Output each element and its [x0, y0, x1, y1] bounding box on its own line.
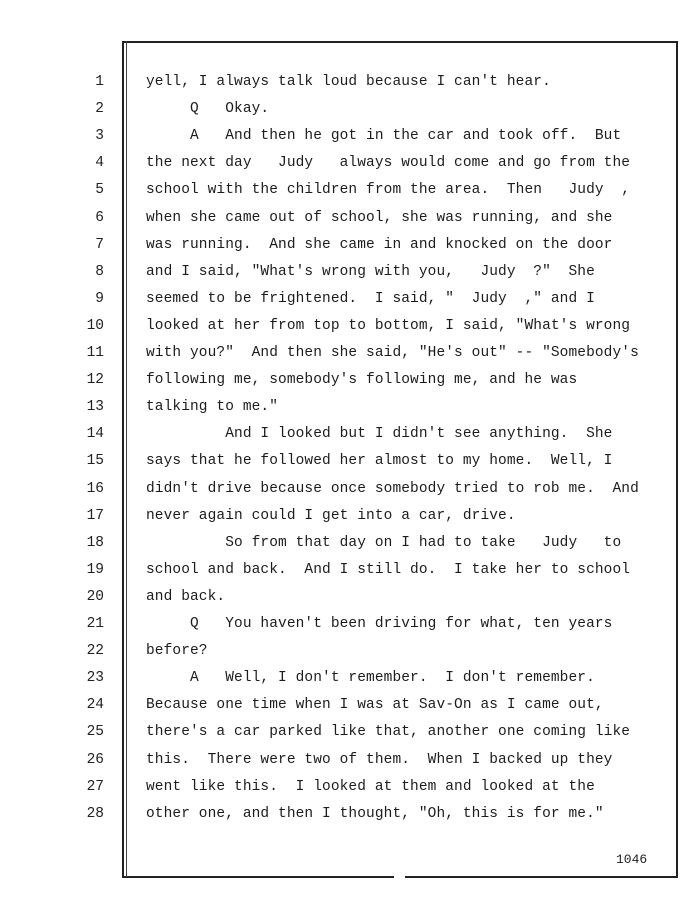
- transcript-line: A And then he got in the car and took off. But: [146, 128, 622, 144]
- transcript-line: and back.: [146, 589, 226, 605]
- line-number: 24: [86, 697, 104, 713]
- transcript-line: when she came out of school, she was running, and she: [146, 210, 613, 226]
- line-number: 12: [86, 372, 104, 388]
- page-frame-right-border: [676, 41, 678, 877]
- transcript-line: And I looked but I didn't see anything. She: [146, 426, 613, 442]
- line-number: 8: [95, 264, 104, 280]
- transcript-line: school and back. And I still do. I take her to school: [146, 562, 631, 578]
- page-frame-bottom-border-left: [122, 876, 394, 878]
- transcript-line: following me, somebody's following me, and he was: [146, 372, 578, 388]
- transcript-line: says that he followed her almost to my home. Well, I: [146, 453, 613, 469]
- line-number: 14: [86, 426, 104, 442]
- transcript-line: Q You haven't been driving for what, ten years: [146, 616, 613, 632]
- transcript-line: there's a car parked like that, another one coming like: [146, 724, 631, 740]
- line-number: 11: [86, 345, 104, 361]
- line-number: 7: [95, 237, 104, 253]
- transcript-line: So from that day on I had to take Judy to: [146, 535, 622, 551]
- transcript-line: never again could I get into a car, drive.: [146, 508, 516, 524]
- transcript-line: Because one time when I was at Sav-On as I came out,: [146, 697, 604, 713]
- line-number: 28: [86, 806, 104, 822]
- transcript-line: went like this. I looked at them and looked at the: [146, 779, 595, 795]
- line-number: 4: [95, 155, 104, 171]
- line-number: 9: [95, 291, 104, 307]
- line-number: 21: [86, 616, 104, 632]
- transcript-line: and I said, "What's wrong with you, Judy ?" She: [146, 264, 595, 280]
- line-number: 20: [86, 589, 104, 605]
- page-frame-bottom-border-right: [405, 876, 678, 878]
- transcript-line: Q Okay.: [146, 101, 270, 117]
- line-number: 23: [86, 670, 104, 686]
- transcript-line: this. There were two of them. When I backed up they: [146, 752, 613, 768]
- transcript-line: school with the children from the area. Then Judy ,: [146, 182, 631, 198]
- transcript-line: the next day Judy always would come and go from the: [146, 155, 631, 171]
- transcript-line: yell, I always talk loud because I can't hear.: [146, 74, 551, 90]
- transcript-line: talking to me.": [146, 399, 279, 415]
- transcript-line: looked at her from top to bottom, I said, "What's wrong: [146, 318, 631, 334]
- margin-rule-inner: [126, 41, 127, 877]
- transcript-line: didn't drive because once somebody tried to rob me. And: [146, 481, 639, 497]
- transcript-line: other one, and then I thought, "Oh, this is for me.": [146, 806, 604, 822]
- transcript-line: before?: [146, 643, 208, 659]
- line-number: 16: [86, 481, 104, 497]
- line-number: 19: [86, 562, 104, 578]
- margin-rule-outer: [122, 41, 124, 877]
- line-number: 3: [95, 128, 104, 144]
- transcript-line: with you?" And then she said, "He's out" -- "Somebody's: [146, 345, 639, 361]
- line-number: 25: [86, 724, 104, 740]
- line-number: 15: [86, 453, 104, 469]
- page-frame-top-border: [122, 41, 678, 43]
- line-number: 18: [86, 535, 104, 551]
- line-number: 27: [86, 779, 104, 795]
- line-number: 10: [86, 318, 104, 334]
- line-number: 2: [95, 101, 104, 117]
- line-number: 26: [86, 752, 104, 768]
- page-number: 1046: [616, 852, 648, 867]
- line-number: 6: [95, 210, 104, 226]
- transcript-line: was running. And she came in and knocked on the door: [146, 237, 613, 253]
- line-number: 5: [95, 182, 104, 198]
- transcript-line: A Well, I don't remember. I don't remember.: [146, 670, 595, 686]
- transcript-line: seemed to be frightened. I said, " Judy ," and I: [146, 291, 595, 307]
- line-number: 22: [86, 643, 104, 659]
- line-number: 1: [95, 74, 104, 90]
- line-number: 17: [86, 508, 104, 524]
- line-number: 13: [86, 399, 104, 415]
